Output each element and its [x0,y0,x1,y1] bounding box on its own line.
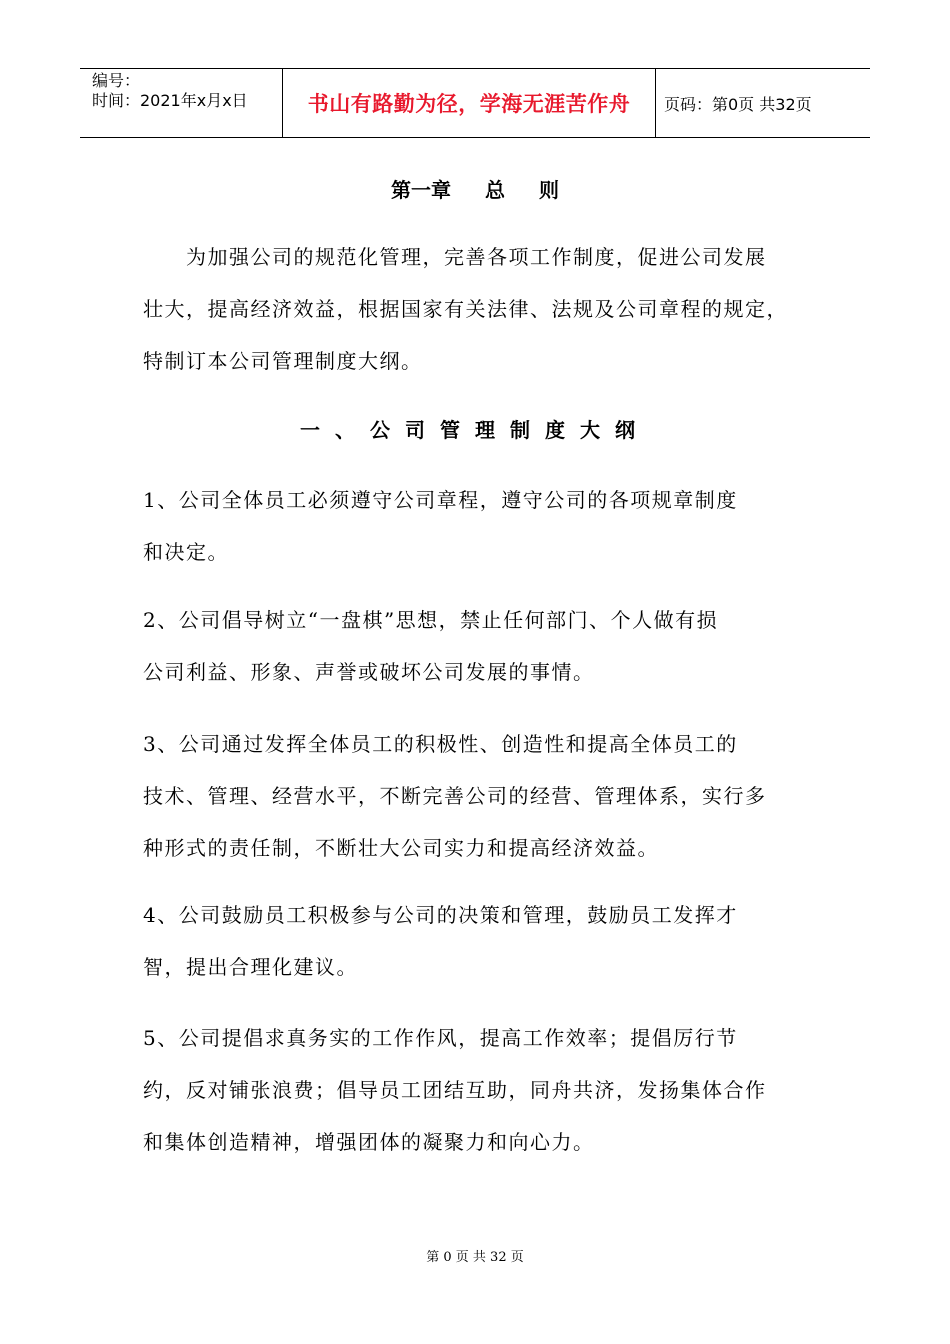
item-line: 约，反对铺张浪费；倡导员工团结互助，同舟共济，发扬集体合作 [143,1078,767,1102]
intro-line: 壮大，提高经济效益，根据国家有关法律、法规及公司章程的规定， [143,297,788,321]
item-line: 4、公司鼓励员工积极参与公司的决策和管理，鼓励员工发挥才 [143,903,738,927]
document-header [80,68,870,138]
motto-text: 书山有路勤为径，学海无涯苦作舟 [307,92,631,116]
header-motto-cell [282,69,656,137]
item-line: 公司利益、形象、声誉或破坏公司发展的事情。 [143,660,595,684]
item-line: 1、公司全体员工必须遵守公司章程，遵守公司的各项规章制度 [143,488,738,512]
item-line: 智，提出合理化建议。 [143,955,358,979]
header-page-cell [656,69,870,137]
item-line: 5、公司提倡求真务实的工作作风，提高工作效率；提倡厉行节 [143,1026,738,1050]
item-line: 种形式的责任制，不断壮大公司实力和提高经济效益。 [143,836,659,860]
header-meta-cell [80,69,280,137]
intro-paragraph [143,231,813,387]
page-footer: 第 0 页 共 32 页 [426,1250,524,1265]
chapter-title-number: 第一章 [391,178,451,202]
chapter-title-word1: 总 [485,178,505,202]
number-label: 编号： [92,71,141,90]
section-title: 一、公司管理制度大纲 [300,418,650,442]
chapter-title [0,174,950,203]
item-3-paragraph [143,718,813,874]
item-line: 和决定。 [143,540,229,564]
item-line: 技术、管理、经营水平，不断完善公司的经营、管理体系，实行多 [143,784,767,808]
item-line: 3、公司通过发挥全体员工的积极性、创造性和提高全体员工的 [143,732,738,756]
time-label: 时间：2021年x月x日 [92,91,248,110]
item-4-paragraph [143,889,813,993]
intro-line: 特制订本公司管理制度大纲。 [143,349,423,373]
item-5-paragraph [143,1012,813,1168]
item-2-paragraph [143,594,813,698]
intro-line: 为加强公司的规范化管理，完善各项工作制度，促进公司发展 [143,245,767,269]
item-line: 2、公司倡导树立“一盘棋”思想，禁止任何部门、个人做有损 [143,608,719,632]
chapter-title-word2: 则 [539,178,559,202]
page-code-text: 页码：第0页 共32页 [664,94,812,114]
item-line: 和集体创造精神，增强团体的凝聚力和向心力。 [143,1130,595,1154]
item-1-paragraph [143,474,813,578]
